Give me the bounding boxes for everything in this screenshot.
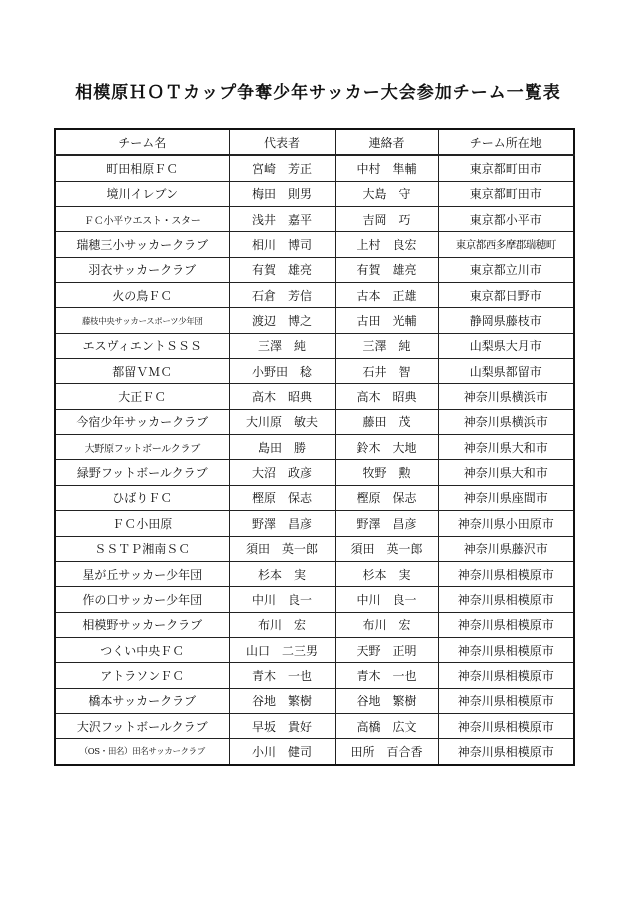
location-cell: 山梨県大月市: [438, 333, 574, 358]
representative-cell: 三澤 純: [229, 333, 335, 358]
contact-cell: 谷地 繁樹: [335, 688, 438, 713]
team-name-cell: エスヴィエントＳＳＳ: [55, 333, 229, 358]
location-cell: 神奈川県相模原市: [438, 688, 574, 713]
location-cell: 東京都日野市: [438, 283, 574, 308]
team-name-cell: 都留ＶＭＣ: [55, 359, 229, 384]
table-row: [55, 181, 574, 206]
location-cell: 神奈川県座間市: [438, 485, 574, 510]
location-cell: 山梨県都留市: [438, 359, 574, 384]
table-row: [55, 207, 574, 232]
representative-cell: 杉本 実: [229, 561, 335, 586]
representative-cell: 大沼 政彦: [229, 460, 335, 485]
contact-cell: 布川 宏: [335, 612, 438, 637]
page-title: 相模原ＨＯＴカップ争奪少年サッカー大会参加チーム一覧表: [75, 83, 561, 103]
table-row: [55, 359, 574, 384]
contact-cell: 青木 一也: [335, 663, 438, 688]
table-row: [55, 435, 574, 460]
team-name-cell: ＦＣ小平ウエスト・スター: [55, 207, 229, 232]
table-row: [55, 663, 574, 688]
contact-cell: 上村 良宏: [335, 232, 438, 257]
representative-cell: 宮崎 芳正: [229, 155, 335, 181]
location-cell: 神奈川県横浜市: [438, 384, 574, 409]
column-header-location: チーム所在地: [438, 129, 574, 155]
table-row: [55, 460, 574, 485]
team-name-cell: 星が丘サッカー少年団: [55, 561, 229, 586]
contact-cell: 須田 英一郎: [335, 536, 438, 561]
representative-cell: 相川 博司: [229, 232, 335, 257]
representative-cell: 青木 一也: [229, 663, 335, 688]
contact-cell: 古本 正雄: [335, 283, 438, 308]
table-row: [55, 713, 574, 738]
table-row: [55, 587, 574, 612]
team-name-cell: 羽衣サッカークラブ: [55, 257, 229, 282]
contact-cell: 杉本 実: [335, 561, 438, 586]
contact-cell: 牧野 勲: [335, 460, 438, 485]
location-cell: 静岡県藤枝市: [438, 308, 574, 333]
table-row: [55, 155, 574, 181]
team-name-cell: アトラソンＦＣ: [55, 663, 229, 688]
representative-cell: 大川原 敏夫: [229, 409, 335, 434]
team-name-cell: ひばりＦＣ: [55, 485, 229, 510]
team-name-cell: つくい中央ＦＣ: [55, 637, 229, 662]
representative-cell: 野澤 昌彦: [229, 511, 335, 536]
team-name-cell: 瑞穂三小サッカークラブ: [55, 232, 229, 257]
team-name-cell: 大野原フットボールクラブ: [55, 435, 229, 460]
table-row: [55, 688, 574, 713]
location-cell: 神奈川県相模原市: [438, 713, 574, 738]
contact-cell: 大島 守: [335, 181, 438, 206]
location-cell: 神奈川県小田原市: [438, 511, 574, 536]
contact-cell: 樫原 保志: [335, 485, 438, 510]
team-name-cell: 相模野サッカークラブ: [55, 612, 229, 637]
representative-cell: 小野田 稔: [229, 359, 335, 384]
contact-cell: 吉岡 巧: [335, 207, 438, 232]
team-roster-table: [54, 128, 575, 766]
contact-cell: 三澤 純: [335, 333, 438, 358]
contact-cell: 有賀 雄亮: [335, 257, 438, 282]
table-row: [55, 409, 574, 434]
team-name-cell: ＳＳＴＰ湘南ＳＣ: [55, 536, 229, 561]
contact-cell: 藤田 茂: [335, 409, 438, 434]
team-name-cell: 橋本サッカークラブ: [55, 688, 229, 713]
table-body: [55, 155, 574, 764]
team-name-cell: ＦＣ小田原: [55, 511, 229, 536]
representative-cell: 山口 二三男: [229, 637, 335, 662]
column-header-representative: 代表者: [229, 129, 335, 155]
table-row: [55, 637, 574, 662]
table-row: [55, 283, 574, 308]
location-cell: 神奈川県横浜市: [438, 409, 574, 434]
location-cell: 東京都町田市: [438, 155, 574, 181]
location-cell: 神奈川県大和市: [438, 460, 574, 485]
representative-cell: 高木 昭典: [229, 384, 335, 409]
contact-cell: 高木 昭典: [335, 384, 438, 409]
location-cell: 神奈川県大和市: [438, 435, 574, 460]
representative-cell: 浅井 嘉平: [229, 207, 335, 232]
representative-cell: 小川 健司: [229, 739, 335, 765]
contact-cell: 石井 智: [335, 359, 438, 384]
team-name-cell: 火の鳥ＦＣ: [55, 283, 229, 308]
table-row: [55, 511, 574, 536]
representative-cell: 有賀 雄亮: [229, 257, 335, 282]
contact-cell: 天野 正明: [335, 637, 438, 662]
table-row: [55, 536, 574, 561]
location-cell: 東京都西多摩郡瑞穂町: [438, 232, 574, 257]
contact-cell: 野澤 昌彦: [335, 511, 438, 536]
location-cell: 神奈川県相模原市: [438, 587, 574, 612]
table-row: [55, 333, 574, 358]
contact-cell: 中川 良一: [335, 587, 438, 612]
representative-cell: 中川 良一: [229, 587, 335, 612]
representative-cell: 樫原 保志: [229, 485, 335, 510]
location-cell: 神奈川県藤沢市: [438, 536, 574, 561]
location-cell: 神奈川県相模原市: [438, 612, 574, 637]
representative-cell: 早坂 貴好: [229, 713, 335, 738]
representative-cell: 須田 英一郎: [229, 536, 335, 561]
table-row: [55, 257, 574, 282]
representative-cell: 渡辺 博之: [229, 308, 335, 333]
team-name-cell: 今宿少年サッカークラブ: [55, 409, 229, 434]
table-row: [55, 384, 574, 409]
location-cell: 東京都立川市: [438, 257, 574, 282]
location-cell: 神奈川県相模原市: [438, 739, 574, 765]
team-name-cell: （OS・田名）田名サッカークラブ: [55, 739, 229, 765]
table-row: [55, 308, 574, 333]
location-cell: 神奈川県相模原市: [438, 663, 574, 688]
contact-cell: 高橋 広文: [335, 713, 438, 738]
table-header-row: [55, 129, 574, 155]
column-header-team: チーム名: [55, 129, 229, 155]
representative-cell: 石倉 芳信: [229, 283, 335, 308]
table-row: [55, 485, 574, 510]
representative-cell: 梅田 則男: [229, 181, 335, 206]
location-cell: 神奈川県相模原市: [438, 637, 574, 662]
contact-cell: 中村 隼輔: [335, 155, 438, 181]
representative-cell: 谷地 繁樹: [229, 688, 335, 713]
location-cell: 神奈川県相模原市: [438, 561, 574, 586]
representative-cell: 島田 勝: [229, 435, 335, 460]
team-name-cell: 町田相原ＦＣ: [55, 155, 229, 181]
table-row: [55, 612, 574, 637]
team-name-cell: 緑野フットボールクラブ: [55, 460, 229, 485]
team-name-cell: 境川イレブン: [55, 181, 229, 206]
contact-cell: 田所 百合香: [335, 739, 438, 765]
table-row: [55, 739, 574, 765]
team-name-cell: 大沢フットボールクラブ: [55, 713, 229, 738]
representative-cell: 布川 宏: [229, 612, 335, 637]
table-row: [55, 561, 574, 586]
team-name-cell: 大正ＦＣ: [55, 384, 229, 409]
location-cell: 東京都小平市: [438, 207, 574, 232]
team-name-cell: 藤枝中央サッカースポーツ少年団: [55, 308, 229, 333]
contact-cell: 古田 光輔: [335, 308, 438, 333]
column-header-contact: 連絡者: [335, 129, 438, 155]
contact-cell: 鈴木 大地: [335, 435, 438, 460]
location-cell: 東京都町田市: [438, 181, 574, 206]
team-name-cell: 作の口サッカー少年団: [55, 587, 229, 612]
table-row: [55, 232, 574, 257]
